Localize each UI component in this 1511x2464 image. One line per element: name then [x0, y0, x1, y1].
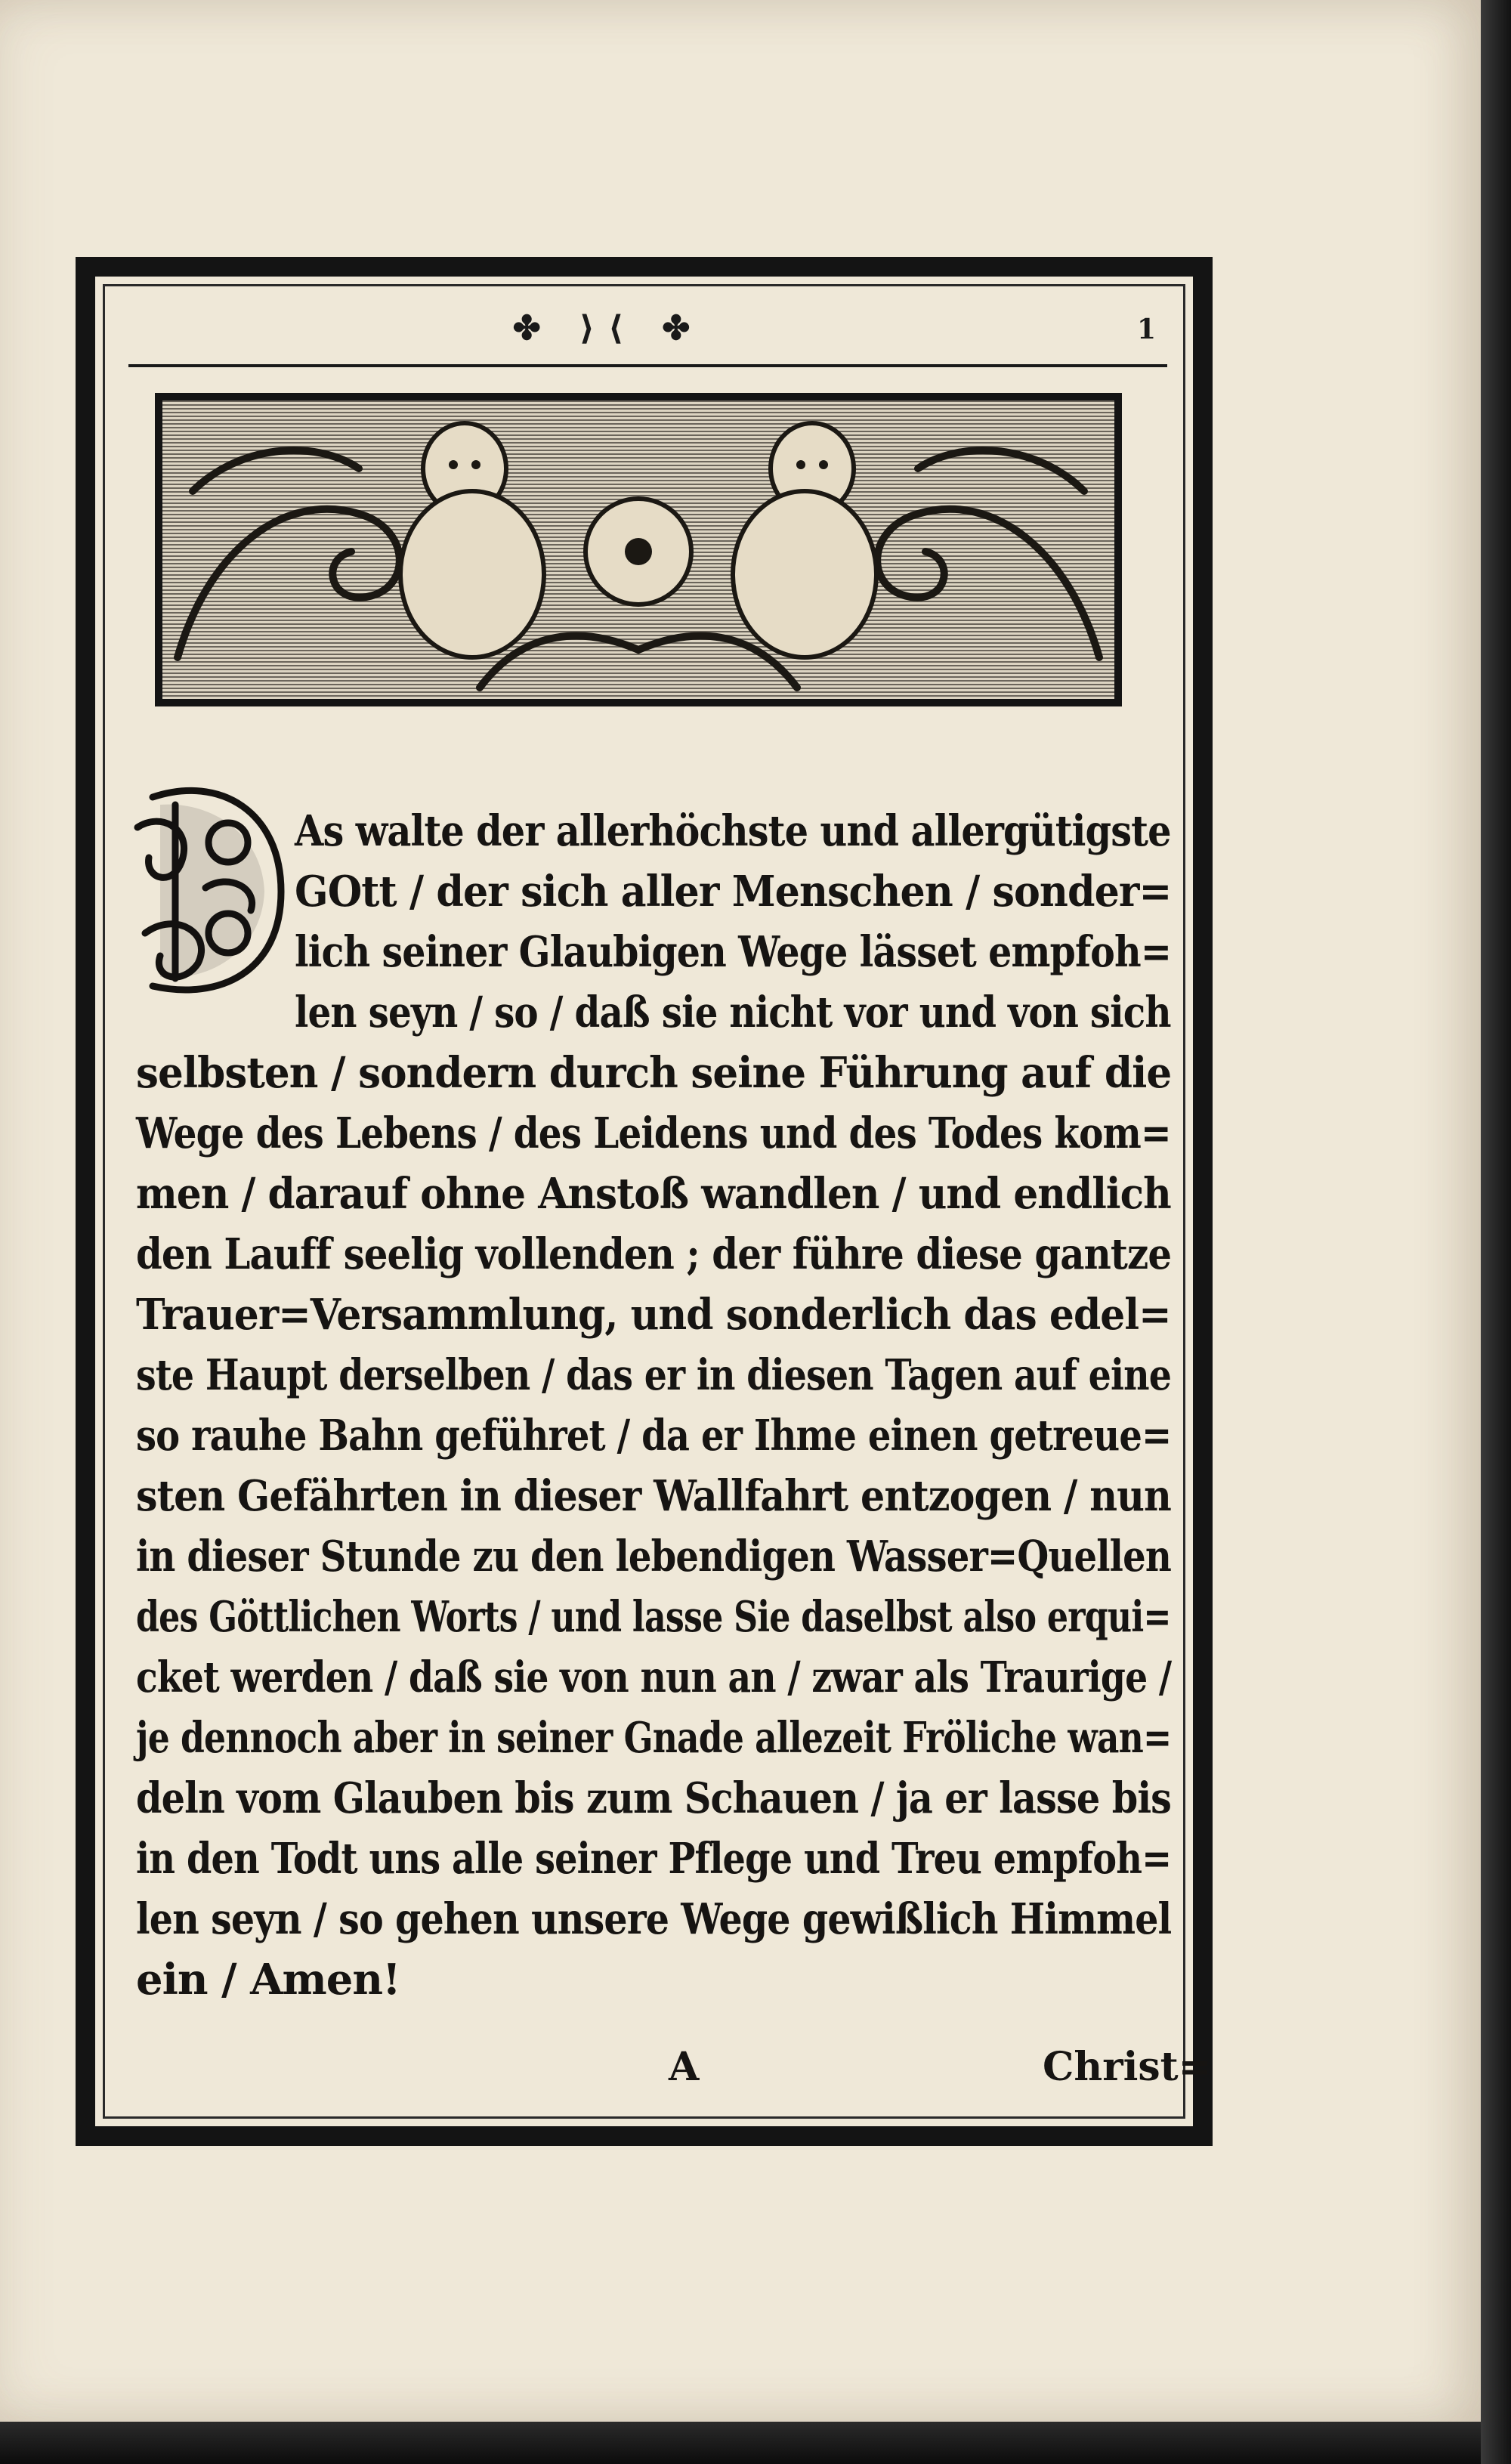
text-line: Wege des Lebens / des Leidens und des Todes kom=	[136, 1108, 1171, 1158]
text-line: den Lauff seelig vollenden ; der führe diese gantze	[136, 1229, 1172, 1279]
text-line: cket werden / daß sie von nun an / zwar als Traurige /	[136, 1652, 1172, 1702]
text-line: in dieser Stunde zu den lebendigen Wasser=Quellen	[136, 1532, 1171, 1581]
text-line: je dennoch aber in seiner Gnade allezeit Fröliche wan=	[136, 1713, 1172, 1763]
header-rule	[128, 364, 1167, 367]
signature-mark: A	[669, 2044, 700, 2090]
header-ornament: ✤ ⟩⟨ ✤	[512, 309, 704, 348]
text-line: so rauhe Bahn geführet / da er Ihme einen getreue=	[136, 1411, 1172, 1461]
text-line: deln vom Glauben bis zum Schauen / ja er lasse bis	[136, 1773, 1172, 1823]
text-line: in den Todt uns alle seiner Pflege und Treu empfoh=	[136, 1834, 1172, 1884]
text-line: ste Haupt derselben / das er in diesen Tagen auf eine	[136, 1350, 1172, 1400]
decorated-initial-D-icon	[130, 782, 292, 1001]
text-line: lich seiner Glaubigen Wege lässet empfoh=	[295, 927, 1172, 977]
page-edge-right	[1481, 0, 1511, 2464]
text-line: selbsten / sondern durch seine Führung auf die	[136, 1048, 1172, 1098]
text-line: len seyn / so / daß sie nicht vor und von sich	[295, 988, 1171, 1037]
text-line: ein / Amen!	[136, 1955, 400, 2005]
text-line: len seyn / so gehen unsere Wege gewißlich Himmel	[136, 1894, 1172, 1944]
text-line: GOtt / der sich aller Menschen / sonder=	[295, 867, 1172, 917]
text-line: sten Gefährten in dieser Wallfahrt entzogen / nun	[136, 1471, 1171, 1521]
text-line: men / darauf ohne Anstoß wandlen / und endlich	[136, 1169, 1171, 1219]
text-line: Trauer=Versammlung, und sonderlich das edel=	[136, 1290, 1171, 1340]
catchword: Christ=	[1043, 2044, 1212, 2090]
page-edge-bottom	[0, 2422, 1481, 2464]
page-number: 1	[1137, 314, 1157, 345]
text-line: As walte der allerhöchste und allergütigste	[295, 806, 1171, 856]
cherubs-acanthus-woodcut-icon	[155, 393, 1122, 706]
text-line: des Göttlichen Worts / und lasse Sie daselbst also erqui=	[136, 1592, 1171, 1642]
